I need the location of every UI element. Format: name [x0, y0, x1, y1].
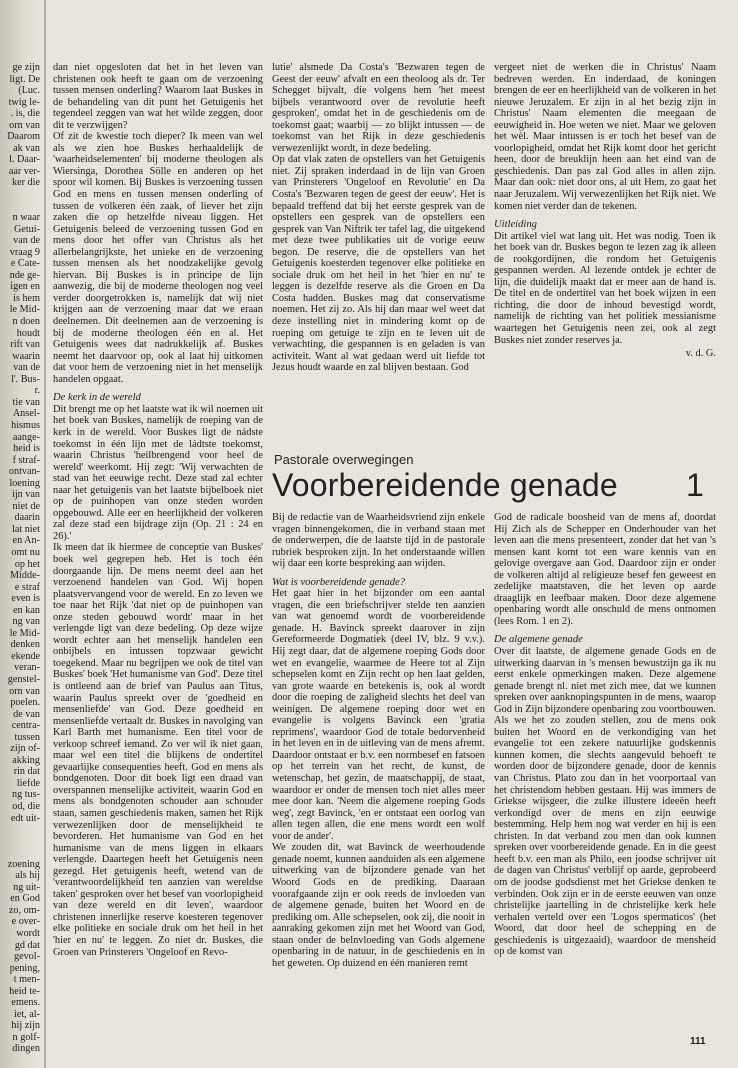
column-2	[272, 62, 485, 418]
col2-paragraph: lutie' alsmede Da Costa's 'Bezwaren tegen de Geest der eeuw' afvalt en een theoloog als dr. Ter Schegget bijvalt, die volgens hem 'het meest bijbels verantwoord over de revolutie heeft gesproken', omdat het in de geschiedenis om de toekomst gaat; waarbij — zo blijkt intussen — de toekomst van het Rijk in deze geschiedenis verwezenlijkt wordt, in deze bedeling.	[272, 62, 485, 154]
margin-fragment: igen en	[10, 281, 40, 293]
margin-fragment: l'. Bus-	[10, 373, 40, 385]
margin-fragment: aar ver-	[8, 165, 40, 177]
col1-paragraph: Dit brengt me op het laatste wat ik wil noemen uit het boek van Buskes, namelijk de roeping van de kerk in de wereld. Voor Buskes ligt de nádste toekomst in één lijn met de ládtste toekomst, waarin Christus 'heilbrengend voor heel de wereld' weerkomt. Hij zegt: 'Wij verwachten de stad van het eeuwige recht. Deze stad zal echter naar het getuigenis van het laatste bijbelboek niet op de puinhopen van onze steden worden opgebouwd. Alle eer en heerlijkheid der volkeren zal deze stad een bijdrage zijn (Op. 21 : 24 en 26).'	[53, 403, 263, 542]
margin-fragment: f straf-	[12, 454, 40, 466]
margin-fragment: ng uit-	[13, 881, 40, 893]
margin-fragment: emens.	[11, 997, 40, 1009]
margin-fragment: genstel-	[7, 673, 40, 685]
margin-fragment	[0, 824, 40, 836]
margin-fragment	[0, 836, 40, 848]
margin-fragment: e straf	[14, 581, 40, 593]
margin-fragment: en God	[10, 893, 40, 905]
margin-fragment: denken	[10, 639, 40, 651]
col4-paragraph: We zouden dit, wat Bavinck de weerhoudende genade noemt, kunnen aanduiden als een algemene uitwerking van de bijzondere genade van het Woord Gods en de prediking. Daaraan voorafgaande zijn er ook reeds de invloeden van de algemene genade, buiten het Woord en de prediking om. Alle schepselen, ook zij, die nooit in aanraking gekomen zijn met het Woord van God, staan onder de belnvloeding van Gods algemene openbaring in de natuur, in de geschiedenis en in het geweten. Op duizend en één manieren remt	[272, 842, 485, 969]
col4-paragraph: Het gaat hier in het bijzonder om een aantal vragen, die een briefschrijver stelde ten aanzien van wat genoemd wordt de voorbereidende genade. H. Bavinck spreekt daarover in zijn Gereformeerde Dogmatiek (deel IV, blz. 9 v.v.). Hij zegt daar, dat de algemene roeping Gods door wet en evangelie, waarmee de Heere tot al Zijn schepselen komt en Zijn recht op hen laat gelden, van grote waarde en betekenis is, ook al wordt door die roeping de zaligheid slechts het deel van weinigen. De algemene roeping door wet en evangelie is volgens Bavinck een 'gratia reprimens', waardoor God de totale bedorvenheid in het leven en in de uitleving van de mens afremt. Daardoor ontstaat er b.v. een normbesef en fatsoen op het terrein van het recht, de kunst, de wetenschap, het gezin, de maatschappij, de staat, waardoor er onder de mensen toch niet alles meer mee door kan. 'Neem die algemene roeping Gods weg', zegt Bavinck, 'en er ontstaat een oorlog van allen tegen allen, die ene mens wordt een wolf voor de ander'.	[272, 588, 485, 842]
margin-fragment: even is	[11, 593, 40, 605]
margin-fragment: als hij	[15, 870, 40, 882]
margin-fragment: n waar	[12, 212, 40, 224]
margin-fragment: orn van	[9, 119, 40, 131]
margin-fragment: ng van	[12, 616, 40, 628]
section-heading: Uitleiding	[494, 219, 537, 231]
margin-fragment: zoening	[7, 858, 40, 870]
margin-fragment: ge zijn	[12, 62, 40, 73]
col5-paragraph: God de radicale boosheid van de mens af, doordat Hij Zich als de Schepper en Onderhouder van het leven aan die mens presenteert, zonder dat het van 's mensen kant komt tot een ware kennis van en gelovige overgave aan God. Daardoor zijn er onder de volkeren altijd al religieuze besef fen geweest en zedelijke maatstaven, die het leven op aarde draaglijk en leefbaar maken. Door deze algemene openbaring wordt alle onschuld de mens ontnomen (lees Rom. 1 en 2).	[494, 512, 716, 627]
page-number: 111	[690, 1036, 706, 1047]
margin-fragment: is hem	[13, 292, 40, 304]
margin-fragment: n doen	[12, 316, 40, 328]
col5-paragraph: Over dit laatste, de algemene genade Gods en de uitwerking daarvan in 's mensen bewustzijn ga ik nu eerst enkele opmerkingen maken. Deze algemene genade brengt nl. niet met zich mee, dat we kunnen spreken over aanknopingspunten in de mens, waarop God in Zijn bijzondere openbaring zou voortbouwen. Als we het zo zouden stellen, zou de mens ook buiten het Woord en de verkondiging van het evangelie tot een zekere natuurlijke godskennis kunnen komen, die slechts aangevuld behoeft te worden door de bijzondere genade, door de kennis van Christus. Plato zou dan in het voorportaal van het christendom hebben gestaan. Hij was immers de Griekse wijsgeer, die zulke illustere ideeën heeft verkondigd over de mens en zijn eeuwige bestemming. Help hem nog wat verder en hij is een christen. In dat verband zou men dan ook kunnen spreken over voorbereidende genade. En in die geest heeft b.v. een man als Philo, een joodse schrijver uit de dagen van Christus' verblijf op aarde, geprobeerd om de joodse godsdienst met het Griekse denken te verbinden. Ook zijn er in de eerste eeuwen van onze christelijke jaartelling in de christelijke kerk hele verhalen verteld over een 'Logos spermaticos' (het Woord, dat door heel de schepping en de geschiedenis is uitgezaaid), waardoor de mensheid op de komst van	[494, 646, 716, 958]
margin-fragment: liefde	[16, 777, 40, 789]
margin-fragment: niet de	[12, 500, 40, 512]
col1-paragraph: Of zit de kwestie toch dieper? Ik meen van wel als we zien hoe Buskes herhaaldelijk de 'waarheidselementen' bij moderne theologen als Wiersinga, Dorothea Sölle en anderen op het spoor wil komen. Bij Buskes is verzoening tussen God en mens en tussen mensen onderling of tussen de volkeren één zaak, of liever het zijn zaken die op hetzelfde niveau liggen. Het Getuigenis beleed de verzoening tussen God en mens door het offer van Christus als het allerbelangrijkste, het unieke en de verzoening tussen mensen als het noodzakelijke gevolg hiervan. Bij Buskes is in principe de lijn aanwezig, die bij de moderne theologen nog veel verder doorgetrokken is, namelijk dat wij niet krijgen aan de verzoening maar dat we eraan deelnemen. Dit deelnemen aan de verzoening is bij de moderne theologen één en al. Het Getuigenis wees dat nadrukkelijk af. Buskes neemt het daarvoor op, ook al laat hij uitkomen dat voor hem de verzoening niet in het menselijk handelen opgaat.	[53, 131, 263, 385]
margin-fragment: ak van	[13, 142, 40, 154]
margin-fragment: van de	[13, 362, 40, 374]
column-3	[494, 62, 716, 418]
margin-fragment: pening,	[9, 962, 40, 974]
margin-fragment: poelen.	[10, 697, 40, 709]
margin-fragment: orn van	[9, 685, 40, 697]
margin-fragment: hismus	[11, 419, 40, 431]
margin-fragment: (Luc.	[18, 85, 40, 97]
margin-fragment: daarin	[14, 512, 40, 524]
margin-fragment: akking	[12, 754, 40, 766]
col2-paragraph: Op dat vlak zaten de opstellers van het Getuigenis niet. Zij spraken inderdaad in de lijn van Groen van Prinsterers 'Ongeloof en Revolutie' en Da Costa's 'Bezwaren tegen de geest der eeuw'. Het is bepaald treffend dat bij het eerste gesprek van de opstellers een gesprek van de opstellers een gesprek van Van Niftrik ter tafel lag, die uitgekend met deze twee publikaties uit de vorige eeuw begon. De reserve, die de opstellers van het Getuigenis koesterden tegenover elke politieke en sociale druk om het heil in het 'hier en nu' te leggen is dezelfde reserve als die Groen en Da Costa hadden. Buskes mag dat conservatisme noemen. Het zij zo. Als hij dan maar wel weet dat deze instelling niet in mindering komt op de roeping om getuige te zijn en te leven uit de verwachting, die gespannen is en geladen is van activiteit. Want al wat gedaan werd uit liefde tot Jezus houdt waarde en zal blijven bestaan. God	[272, 154, 485, 374]
margin-fragment: gd dat	[14, 939, 40, 951]
margin-fragment: le Mid-	[9, 627, 40, 639]
margin-fragment: ker die	[11, 177, 40, 189]
margin-fragment: zo, om-	[8, 904, 40, 916]
margin-fragment: wordt	[16, 928, 40, 940]
margin-fragment: ijn van	[11, 489, 40, 501]
margin-fragment: veran-	[13, 662, 40, 674]
col3-paragraph: Dit artikel viel wat lang uit. Het was nodig. Toen ik het boek van dr. Buskes begon te lezen zag ik alleen de rookgordijnen, die rondom het Getuigenis gespannen werden. Al lezende ontdek je echter de lijn, die duidelijk maakt dat er meer aan de hand is. De titel en de ondertitel van het boek wijzen in een richting, die door de inhoud bevestigd wordt, namelijk de richting van het politiek messianisme waartegen het Getuigenis neen zei, ook al zegt Buskes niet zonder reserves ja.	[494, 230, 716, 346]
section-heading: Wat is voorbereidende genade?	[272, 576, 406, 588]
margin-fragment: hij zijn	[11, 1020, 40, 1032]
margin-fragment: twig le-	[8, 96, 40, 108]
margin-fragment: heid is	[13, 443, 40, 455]
margin-fragment: t men-	[13, 974, 40, 986]
margin-fragment: houdt	[16, 327, 40, 339]
margin-fragment: de van	[13, 708, 40, 720]
margin-fragment: en An-	[12, 535, 40, 547]
margin-fragment: zijn of-	[10, 743, 40, 755]
margin-fragment: iet, al-	[13, 1008, 40, 1020]
margin-fragment: tussen	[14, 731, 40, 743]
margin-fragment: ekende	[11, 650, 40, 662]
col3-paragraph: vergeet niet de werken die in Christus' Naam bedreven werden. En inderdaad, de koningen brengen de eer en heerlijkheid van de volkeren in het nieuwe Jeruzalem. Er zijn in al het bezig zijn in Christus' Naam elementen die meegaan de eeuwigheid in. Hoe weten we niet. Maar we geloven het wèl. Maar intussen is er toch het besef van de voorlopigheid, omdat het Rijk komt door het gericht heen, door de breuklijn heen aan het eind van de geschiedenis. Dan pas zal God alles in allen zijn. Maar dan ook: niet door ons, al uit Hem, zo gaat het naar Jeruzalem. Wij verwezenlijken het Rijk niet. We komen niet verder dan de tekenen.	[494, 62, 716, 212]
column-4	[272, 512, 485, 1057]
margin-fragment: waarin	[12, 350, 40, 362]
section-heading: De algemene genade	[494, 634, 583, 646]
article-intro: Bij de redactie van de Waarheidsvriend zijn enkele vragen binnengekomen, die in verband staan met de onderwerpen, die de laatste tijd in de pastorale rubriek besproken zijn. In het onderstaande willen wij daar een korte bespreking aan wijden.	[272, 512, 485, 570]
margin-fragment: Getui-	[13, 223, 40, 235]
margin-fragment: rin dat	[13, 766, 40, 778]
margin-fragment: ng tus-	[11, 789, 40, 801]
margin-fragment: gevol-	[13, 951, 40, 963]
margin-fragment: en kan	[13, 604, 40, 616]
margin-fragment: op het	[14, 558, 40, 570]
left-margin-fragments	[0, 62, 40, 1062]
margin-fragment: centra-	[11, 720, 40, 732]
margin-fragment: . is, die	[10, 108, 40, 120]
margin-fragment: Midde-	[10, 570, 40, 582]
margin-fragment: vraag 9	[9, 246, 40, 258]
section-heading: De kerk in de wereld	[53, 392, 141, 404]
margin-fragment: omt nu	[11, 546, 40, 558]
margin-fragment: loening	[9, 477, 40, 489]
margin-fragment: r.	[34, 385, 40, 397]
margin-fragment: od, die	[12, 801, 40, 812]
margin-fragment: Daarom	[7, 131, 40, 143]
margin-fragment: lat niet	[11, 523, 40, 535]
margin-fragment: n golf-	[12, 1031, 40, 1043]
margin-fragment: aange-	[12, 431, 40, 443]
margin-fragment: le Mid-	[9, 304, 40, 316]
margin-fragment: ligt. De	[9, 73, 40, 85]
margin-fragment: rift van	[10, 339, 40, 351]
margin-fragment: ontvan-	[8, 466, 40, 478]
margin-fragment: van de	[13, 235, 40, 247]
margin-fragment: dingen	[12, 1043, 40, 1055]
margin-fragment: edt uit-	[10, 812, 40, 824]
margin-fragment	[0, 189, 40, 201]
article-headline: Voorbereidende genade	[272, 467, 618, 503]
column-5	[494, 512, 716, 1027]
margin-fragment: heid te-	[9, 985, 40, 997]
margin-fragment	[0, 201, 40, 213]
author-signature: v. d. G.	[685, 348, 716, 360]
col1-paragraph: Ik meen dat ik hiermee de conceptie van Buskes' boek wel gegrepen heb. Het is toch één doorgaande lijn. De mens neemt deel aan het verzoenend handelen van God. Wij hopen plaatsvervangend voor de wereld. En zo leven we toe naar het Rijk 'dat niet op de puinhopen van onze steden gebouwd wordt' maar in het verlengde ligt van deze bedeling. Op deze wijze wordt echter aan het menselijk handelen een onbijbels en intussen topzwaar gewicht toegekend. Maar nu begrijpen we ook de titel van Buskes' boek 'Het humanisme van God'. Deze titel is ontleend aan de brief van Paulus aan Titus, waarin Paulus spreekt over de 'goedheid en mensenliefde' van God. Deze goedheid en mensenliefde vertaalt dr. Buskes in navolging van Karl Barth met humanisme. Een titel voor de verkoop schreef iemand. Zo ver wil ik niet gaan, maar wel een titel die blijkens de ondertitel gevaarlijke consequenties heeft. God en mens als bondgenoten. Door dit boek ligt een draad van overspannen menselijke activiteit, waarin God en mens als bondgenoten schouder aan schouder staan, samen geschiedenis maken, samen het Rijk verwezenlijken door de menselijkheid te bevorderen. Het humanisme van God en het humanisme van de mens liggen in elkaars verlengde. Daartegen heeft het Getuigenis neen gezegd. Het getuigenis heeft, wetend van de 'verantwoordelijkheid ten aanzien van wereldse taken' gesproken over het besef van voorlopigheid van deze wereld en dit leven', waardoor christenen innerlijke reserve koesteren tegenover elke politieke en sociale druk om het heil in het 'hier en nu' te leggen. Zo niet dr. Buskes, die Groen van Prinsterers 'Ongeloof en Revo-	[53, 542, 263, 958]
article-part-number: 1	[686, 467, 704, 503]
column-1	[53, 62, 263, 1057]
article-kicker: Pastorale overwegingen	[274, 452, 414, 467]
margin-fragment: e over-	[11, 916, 40, 928]
margin-fragment: e Cate-	[10, 258, 40, 270]
margin-fragment: Ansel-	[12, 408, 40, 420]
margin-fragment: nde ge-	[9, 269, 40, 281]
margin-fragment	[0, 847, 40, 859]
col1-paragraph: dan niet opgesloten dat het in het leven van christenen ook heeft te gaan om de verzoening tussen mensen onderling? Waarom laat Buskes in de behandeling van dit punt het Getuigenis het tegendeel zeggen van wat het wilde zeggen, door dit te verzwijgen?	[53, 62, 263, 131]
margin-fragment: l. Daar-	[9, 154, 40, 166]
margin-fragment: tie van	[12, 396, 40, 408]
binding-gutter	[44, 0, 46, 1068]
